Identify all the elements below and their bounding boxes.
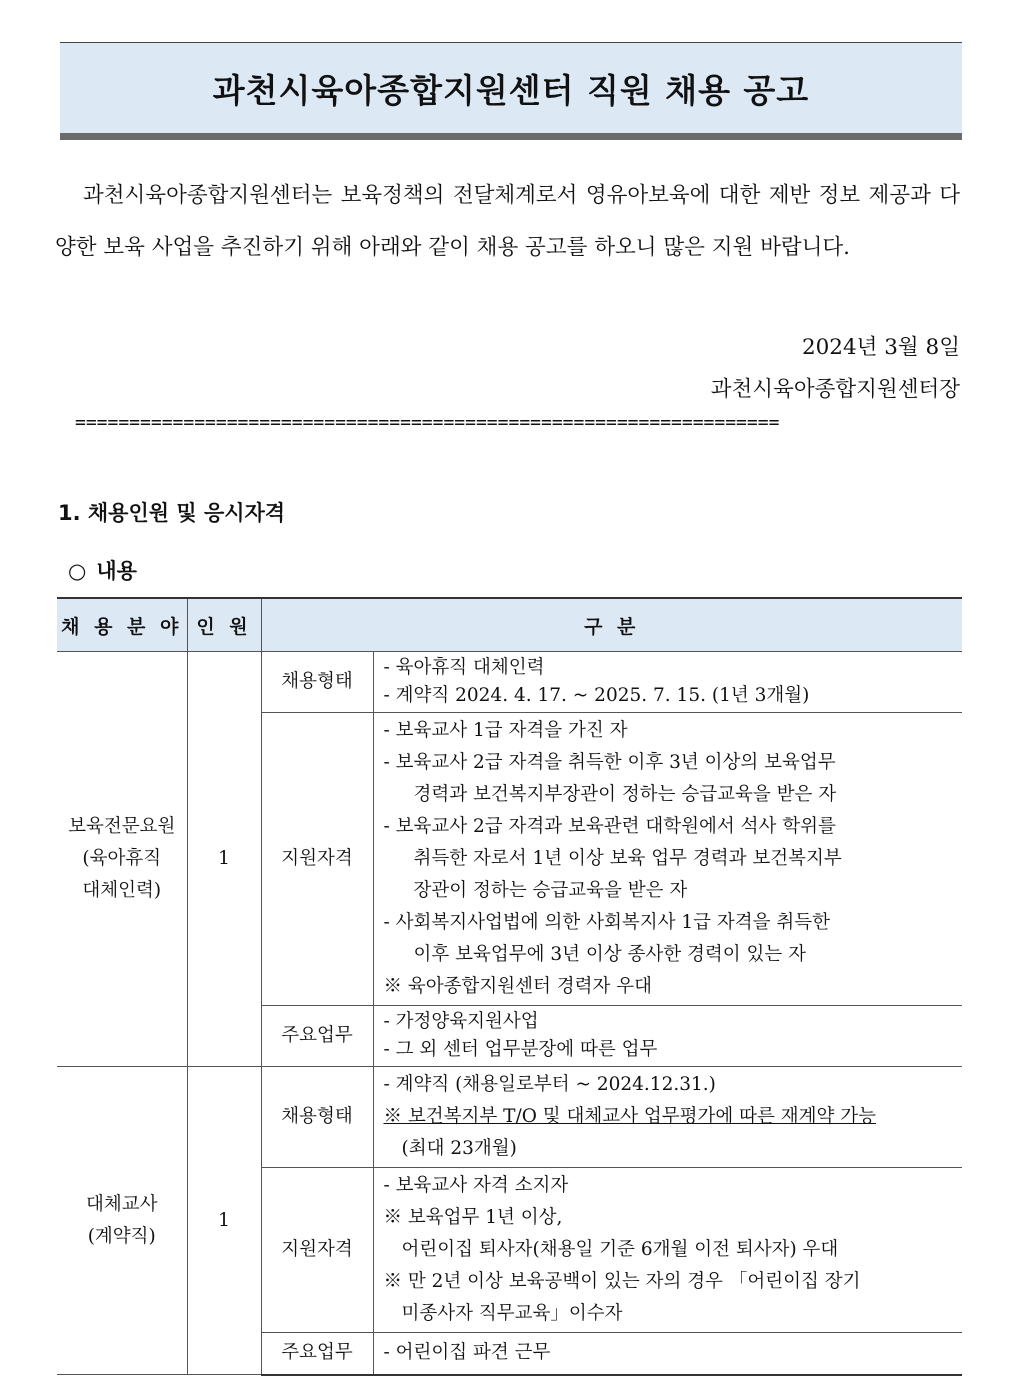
qualification-details: [373, 1168, 962, 1333]
employment-details: [373, 652, 962, 713]
detail-line: - 사회복지사업법에 의한 사회복지사 1급 자격을 취득한: [383, 912, 830, 933]
category-label: 지원자격: [261, 713, 373, 1006]
detail-line: - 보육교사 1급 자격을 가진 자: [383, 720, 628, 741]
detail-line: - 보육교사 2급 자격과 보육관련 대학원에서 석사 학위를: [383, 816, 836, 837]
detail-line: - 보육교사 자격 소지자: [383, 1175, 569, 1196]
detail-line: 이후 보육업무에 3년 이상 종사한 경력이 있는 자: [413, 944, 806, 965]
count-cell: 1: [187, 652, 261, 1067]
table-row: [57, 652, 962, 713]
sub-heading: [68, 555, 137, 585]
detail-line: - 계약직 2024. 4. 17. ~ 2025. 7. 15. (1년 3개월): [383, 685, 810, 706]
field-note: (육아휴직: [82, 848, 162, 869]
issuer-name: 과천시육아종합지원센터장: [710, 377, 960, 402]
detail-line: - 계약직 (채용일로부터 ~ 2024.12.31.): [383, 1074, 716, 1095]
category-label: 주요업무: [261, 1006, 373, 1067]
detail-line: 장관이 정하는 승급교육을 받은 자: [413, 880, 688, 901]
recruitment-table: [57, 597, 962, 1376]
detail-line: 어린이집 퇴사자(채용일 기준 6개월 이전 퇴사자) 우대: [401, 1239, 839, 1260]
qualification-details: [373, 713, 962, 1006]
category-label: 채용형태: [261, 1067, 373, 1168]
detail-line: ※ 만 2년 이상 보육공백이 있는 자의 경우 「어린이집 장기: [383, 1271, 861, 1292]
field-cell: [57, 652, 187, 1067]
circle-bullet-icon: ○: [68, 559, 87, 583]
intro-paragraph: 과천시육아종합지원센터는 보육정책의 전달체계로서 영유아보육에 대한 제반 정보 제공과 다양한 보육 사업을 추진하기 위해 아래와 같이 채용 공고를 하오니 많은 지원 바랍니다.: [55, 183, 960, 260]
detail-line: 경력과 보건복지부장관이 정하는 승급교육을 받은 자: [413, 784, 837, 805]
employment-details: [373, 1067, 962, 1168]
title-banner: [60, 42, 962, 140]
divider-line: =================================================================: [75, 412, 780, 433]
detail-line: - 가정양육지원사업: [383, 1011, 539, 1032]
detail-line: 취득한 자로서 1년 이상 보육 업무 경력과 보건복지부: [413, 848, 842, 869]
count-cell: 1: [187, 1067, 261, 1375]
header-category: 구 분: [261, 598, 962, 652]
detail-line: - 그 외 센터 업무분장에 따른 업무: [383, 1039, 658, 1060]
detail-line: 미종사자 직무교육」이수자: [401, 1303, 623, 1324]
category-label: 채용형태: [261, 652, 373, 713]
detail-line: (최대 23개월): [401, 1138, 517, 1159]
detail-line: - 육아휴직 대체인력: [383, 657, 545, 678]
detail-line: ※ 육아종합지원센터 경력자 우대: [383, 976, 652, 997]
duty-details: [373, 1006, 962, 1067]
detail-line: - 보육교사 2급 자격을 취득한 이후 3년 이상의 보육업무: [383, 752, 836, 773]
field-note: 대체인력): [82, 880, 162, 901]
detail-line: - 어린이집 파견 근무: [383, 1342, 551, 1364]
category-label: 주요업무: [261, 1333, 373, 1375]
page-title: 과천시육아종합지원센터 직원 채용 공고: [212, 71, 810, 110]
sub-heading-label: 내용: [96, 559, 137, 583]
detail-line: ※ 보건복지부 T/O 및 대체교사 업무평가에 따른 재계약 가능: [383, 1106, 876, 1127]
field-cell: [57, 1067, 187, 1375]
table-header-row: [57, 598, 962, 652]
section-heading: 1. 채용인원 및 응시자격: [58, 501, 286, 525]
field-name: 보육전문요원: [68, 816, 176, 837]
header-count: 인 원: [187, 598, 261, 652]
category-label: 지원자격: [261, 1168, 373, 1333]
announcement-date: 2024년 3월 8일: [801, 335, 960, 360]
field-name: 대체교사: [86, 1193, 158, 1215]
duty-details: [373, 1333, 962, 1375]
table-row: [57, 1067, 962, 1168]
field-note: (계약직): [87, 1225, 156, 1247]
detail-line: ※ 보육업무 1년 이상,: [383, 1207, 563, 1228]
header-field: 채 용 분 야: [57, 598, 187, 652]
